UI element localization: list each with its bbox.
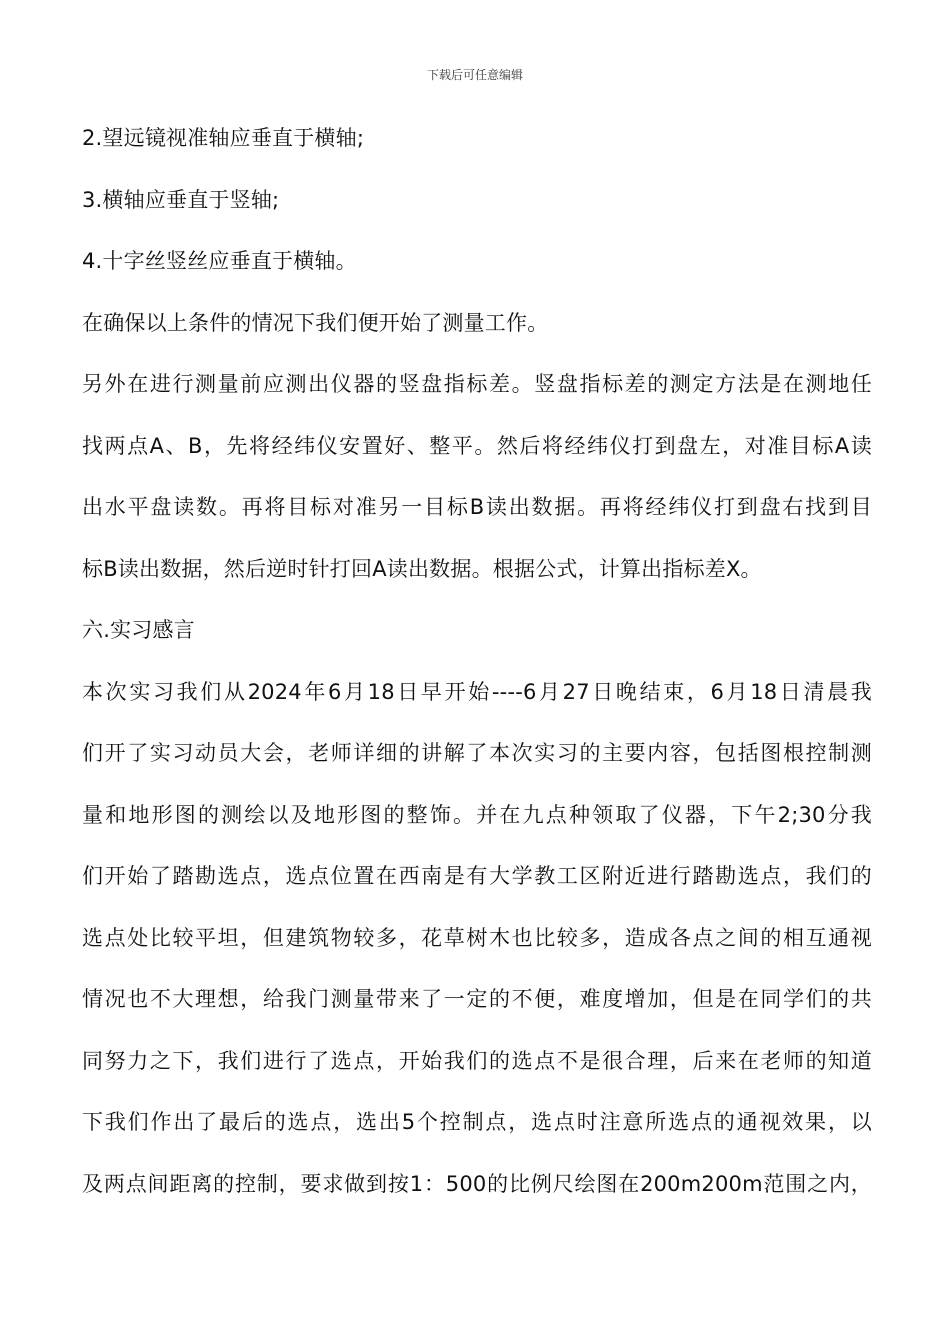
text-line: 另外在进行测量前应测出仪器的竖盘指标差。竖盘指标差的测定方法是在测地任 [82,372,872,396]
text-line: 出水平盘读数。再将目标对准另一目标B读出数据。再将经纬仪打到盘右找到目 [82,495,872,519]
text-line: 在确保以上条件的情况下我们便开始了测量工作。 [82,310,549,335]
text-line: 同努力之下，我们进行了选点，开始我们的选点不是很合理，后来在老师的知道 [82,1048,872,1073]
text-line: 量和地形图的测绘以及地形图的整饰。并在九点种领取了仪器，下午2;30分我 [82,802,872,827]
text-line: 本次实习我们从2024年6月18日早开始----6月27日晚结束，6月18日清晨我 [82,679,872,704]
page-header: 下载后可任意编辑 [426,68,523,82]
text-line: 2.望远镜视准轴应垂直于横轴; [82,126,365,150]
document-body [82,118,872,1225]
text-line: 情况也不大理想，给我门测量带来了一定的不便，难度增加，但是在同学们的共 [82,987,872,1011]
text-line: 标B读出数据，然后逆时针打回A读出数据。根据公式，计算出指标差X。 [82,556,762,581]
text-line: 4.十字丝竖丝应垂直于横轴。 [82,249,357,273]
text-line: 选点处比较平坦，但建筑物较多，花草树木也比较多，造成各点之间的相互通视 [82,925,872,950]
text-line: 们开始了踏勘选点，选点位置在西南是有大学教工区附近进行踏勘选点，我们的 [82,864,872,888]
text-line: 3.横轴应垂直于竖轴; [82,187,280,212]
section-heading: 六.实习感言 [82,618,195,642]
text-line: 及两点间距离的控制，要求做到按1：500的比例尺绘图在200m200m范围之内， [82,1171,872,1196]
text-line: 找两点A、B，先将经纬仪安置好、整平。然后将经纬仪打到盘左，对准目标A读 [82,433,872,458]
text-line: 们开了实习动员大会，老师详细的讲解了本次实习的主要内容，包括图根控制测 [82,741,872,765]
text-line: 下我们作出了最后的选点，选出5个控制点，选点时注意所选点的通视效果，以 [82,1110,872,1134]
